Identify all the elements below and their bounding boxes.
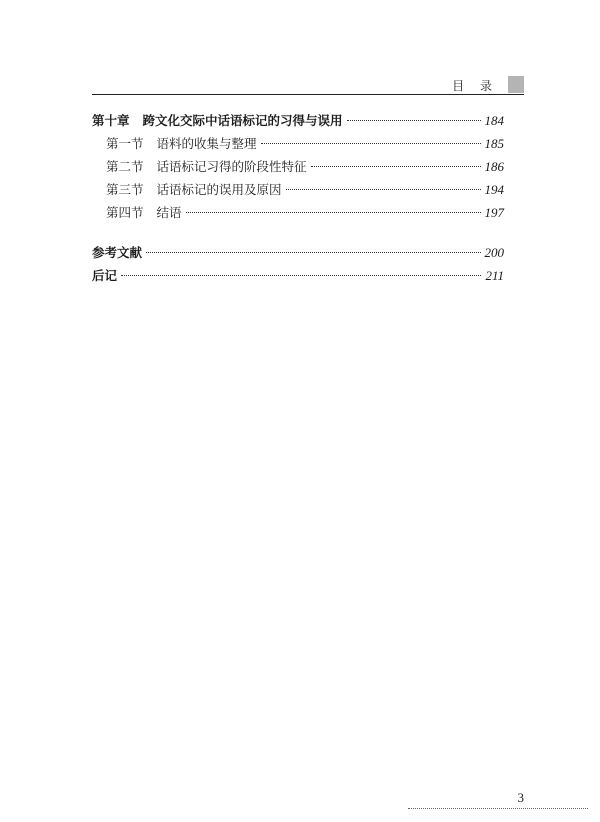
section-page: 186	[484, 159, 504, 174]
footer-rule	[408, 808, 588, 809]
afterword-title: 后记	[92, 268, 118, 283]
dot-leader	[311, 166, 481, 167]
toc-section-entry[interactable]	[92, 201, 504, 224]
dot-leader	[186, 212, 481, 213]
dot-leader	[286, 189, 481, 190]
section-page: 194	[484, 182, 504, 197]
header-label: 目 录	[452, 79, 498, 93]
dot-leader	[261, 143, 481, 144]
section-number: 第三节	[106, 182, 144, 197]
toc-afterword-entry[interactable]	[92, 264, 504, 287]
section-page: 185	[484, 136, 504, 151]
toc-references-entry[interactable]	[92, 241, 504, 264]
toc-spacer	[92, 224, 504, 241]
section-title: 结语	[156, 205, 182, 220]
references-title: 参考文献	[92, 245, 143, 260]
section-number: 第四节	[106, 205, 144, 220]
section-title: 语料的收集与整理	[156, 136, 257, 151]
chapter-title: 跨文化交际中话语标记的习得与误用	[142, 113, 343, 128]
chapter-number: 第十章	[92, 113, 130, 128]
references-page: 200	[484, 245, 504, 260]
toc-chapter-entry[interactable]	[92, 109, 504, 132]
running-header	[92, 76, 524, 95]
page-number: 3	[517, 790, 524, 805]
toc-section-entry[interactable]	[92, 155, 504, 178]
afterword-page: 211	[485, 268, 504, 283]
dot-leader	[121, 275, 481, 276]
section-number: 第一节	[106, 136, 144, 151]
toc-section-entry[interactable]	[92, 178, 504, 201]
section-page: 197	[484, 205, 504, 220]
dot-leader	[347, 120, 481, 121]
section-title: 话语标记的误用及原因	[156, 182, 282, 197]
header-decor-block	[508, 76, 524, 93]
section-number: 第二节	[106, 159, 144, 174]
dot-leader	[146, 252, 480, 253]
toc-section-entry[interactable]	[92, 132, 504, 155]
section-title: 话语标记习得的阶段性特征	[156, 159, 307, 174]
table-of-contents	[92, 109, 504, 287]
chapter-page: 184	[484, 113, 504, 128]
